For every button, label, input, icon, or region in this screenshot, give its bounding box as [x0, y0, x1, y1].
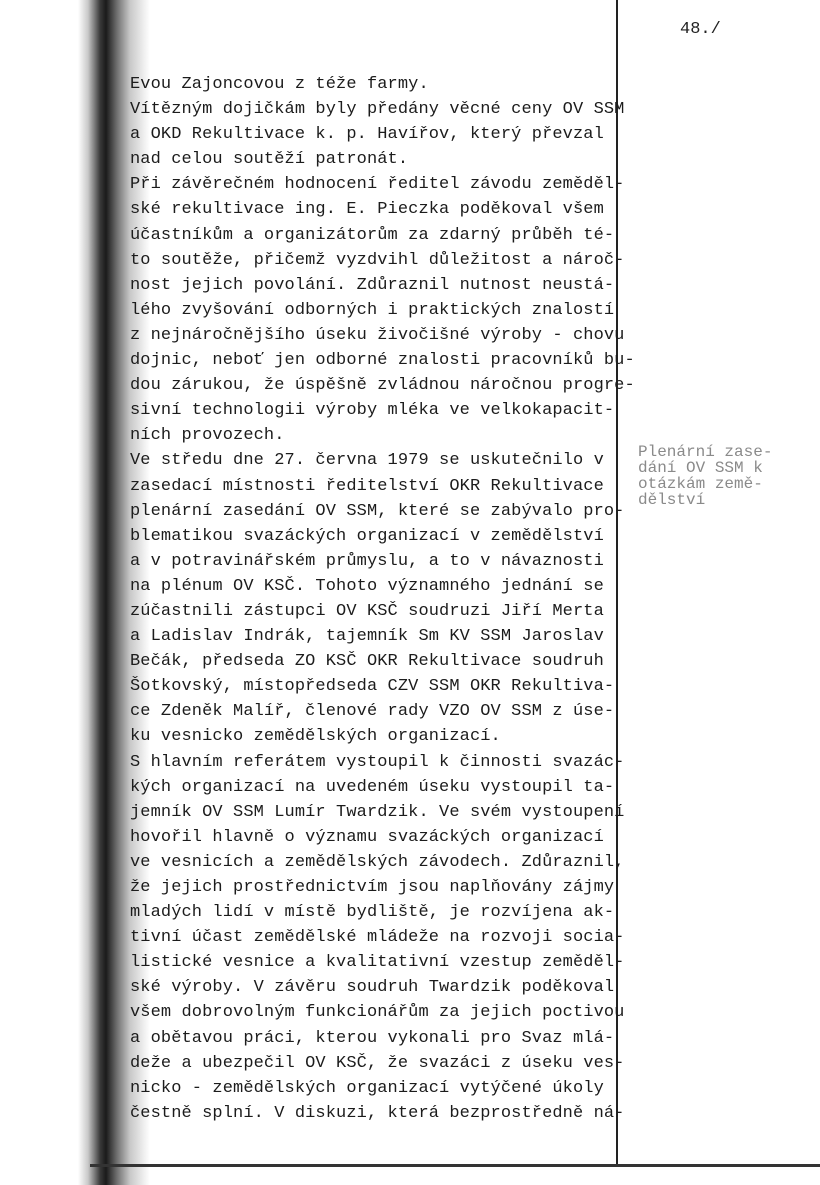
margin-note-line: dání OV SSM k: [638, 459, 763, 477]
text-line: na plénum OV KSČ. Tohoto významného jednání se: [130, 576, 604, 596]
text-line: nost jejich povolání. Zdůraznil nutnost neustá-: [130, 275, 615, 295]
text-line: nicko - zemědělských organizací vytýčené úkoly: [130, 1078, 604, 1098]
text-line: kých organizací na uvedeném úseku vystoupil ta-: [130, 777, 615, 797]
typewritten-body: [130, 72, 635, 1126]
text-line: ské výroby. V závěru soudruh Twardzik poděkoval: [130, 978, 615, 998]
text-line: jemník OV SSM Lumír Twardzik. Ve svém vystoupení: [130, 802, 625, 822]
text-line: ních provozech.: [130, 426, 285, 446]
text-line: S hlavním referátem vystoupil k činnosti svazác-: [130, 752, 625, 772]
text-line: Evou Zajoncovou z téže farmy.: [130, 75, 429, 94]
text-line: a v potravinářském průmyslu, a to v návaznosti: [130, 551, 604, 571]
text-line: a OKD Rekultivace k. p. Havířov, který převzal: [130, 125, 604, 145]
text-line: Vítězným dojičkám byly předány věcné ceny OV SSM: [130, 100, 625, 120]
page-bottom-edge: [90, 1164, 820, 1167]
text-line: listické vesnice a kvalitativní vzestup zeměděl-: [130, 953, 625, 973]
text-line: sivní technologii výroby mléka ve velkokapacit-: [130, 401, 615, 421]
text-line: a Ladislav Indrák, tajemník Sm KV SSM Jaroslav: [130, 627, 604, 647]
text-line: ku vesnicko zemědělských organizací.: [130, 727, 501, 747]
margin-note-line: dělství: [638, 491, 706, 509]
text-line: deže a ubezpečil OV KSČ, že svazáci z úseku ves-: [130, 1053, 625, 1073]
text-line: ské rekultivace ing. E. Pieczka poděkoval všem: [130, 200, 604, 220]
text-line: ve vesnicích a zemědělských závodech. Zdůraznil,: [130, 852, 625, 872]
text-line: čestně splní. V diskuzi, která bezprostředně ná-: [130, 1103, 625, 1123]
scan-binding-shadow: [0, 0, 150, 1185]
margin-note-line: Plenární zase-: [638, 443, 773, 461]
text-line: to soutěže, přičemž vyzdvihl důležitost a nároč-: [130, 250, 625, 270]
margin-note-line: otázkám země-: [638, 475, 763, 493]
text-line: účastníkům a organizátorům za zdarný průběh té-: [130, 225, 615, 245]
text-line: a obětavou práci, kterou vykonali pro Svaz mlá-: [130, 1028, 615, 1048]
text-line: z nejnáročnějšího úseku živočišné výroby - chovu: [130, 325, 625, 345]
text-line: dojnic, neboť jen odborné znalosti pracovníků bu-: [130, 351, 635, 371]
text-line: ce Zdeněk Malíř, členové rady VZO OV SSM z úse-: [130, 702, 615, 722]
text-line: tivní účast zemědělské mládeže na rozvoji socia-: [130, 928, 625, 948]
text-line: Šotkovský, místopředseda CZV SSM OKR Rekultiva-: [130, 677, 615, 697]
text-line: Ve středu dne 27. června 1979 se uskutečnilo v: [130, 451, 604, 471]
text-line: plenární zasedání OV SSM, které se zabývalo pro-: [130, 501, 625, 521]
text-line: zasedací místnosti ředitelství OKR Rekultivace: [130, 476, 604, 496]
text-line: lého zvyšování odborných i praktických znalostí: [130, 300, 615, 320]
page-number: 48./: [680, 20, 721, 39]
text-line: blematikou svazáckých organizací v zemědělství: [130, 526, 604, 546]
text-line: všem dobrovolným funkcionářům za jejich poctivou: [130, 1003, 625, 1023]
text-line: Při závěrečném hodnocení ředitel závodu zeměděl-: [130, 175, 625, 195]
text-line: Bečák, předseda ZO KSČ OKR Rekultivace soudruh: [130, 652, 604, 672]
text-line: zúčastnili zástupci OV KSČ soudruzi Jiří Merta: [130, 601, 604, 621]
text-line: že jejich prostřednictvím jsou naplňovány zájmy: [130, 878, 615, 897]
margin-note: [638, 444, 772, 508]
text-line: dou zárukou, že úspěšně zvládnou náročnou progre-: [130, 376, 635, 396]
text-line: nad celou soutěží patronát.: [130, 150, 409, 170]
text-line: hovořil hlavně o významu svazáckých organizací: [130, 827, 604, 847]
text-line: mladých lidí v místě bydliště, je rozvíjena ak-: [130, 903, 615, 923]
